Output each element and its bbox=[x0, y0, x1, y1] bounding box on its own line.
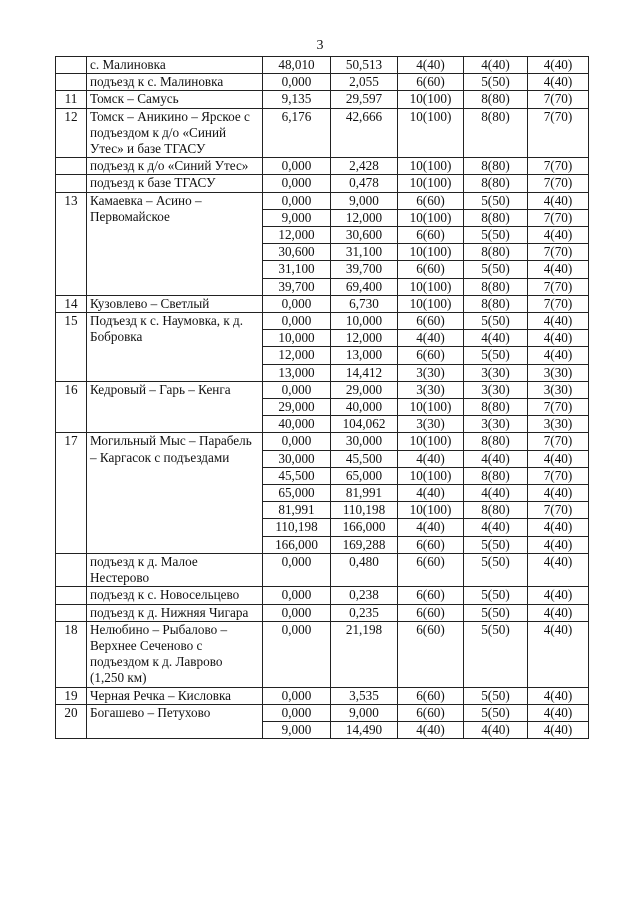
load-group-3-cell: 7(70) bbox=[528, 502, 589, 519]
end-km-cell: 29,597 bbox=[331, 91, 398, 108]
load-group-2-cell: 5(50) bbox=[464, 587, 528, 604]
load-group-1-cell: 6(60) bbox=[398, 536, 464, 553]
road-name-cell: Кедровый – Гарь – Кенга bbox=[87, 381, 263, 433]
table-row bbox=[56, 687, 589, 704]
table-row bbox=[56, 74, 589, 91]
end-km-cell: 0,235 bbox=[331, 604, 398, 621]
road-number-cell bbox=[56, 74, 87, 91]
load-group-3-cell: 4(40) bbox=[528, 721, 589, 738]
end-km-cell: 12,000 bbox=[331, 330, 398, 347]
load-group-2-cell: 4(40) bbox=[464, 450, 528, 467]
end-km-cell: 30,000 bbox=[331, 433, 398, 450]
load-group-2-cell: 5(50) bbox=[464, 604, 528, 621]
table-row bbox=[56, 108, 589, 158]
load-group-1-cell: 6(60) bbox=[398, 553, 464, 586]
load-group-3-cell: 4(40) bbox=[528, 485, 589, 502]
load-group-2-cell: 8(80) bbox=[464, 175, 528, 192]
road-name-cell: Томск – Аникино – Ярское с подъездом к д/о «Синий Утес» и базе ТГАСУ bbox=[87, 108, 263, 158]
start-km-cell: 13,000 bbox=[263, 364, 331, 381]
load-group-1-cell: 3(30) bbox=[398, 416, 464, 433]
start-km-cell: 0,000 bbox=[263, 687, 331, 704]
road-number-cell: 13 bbox=[56, 192, 87, 295]
load-group-2-cell: 8(80) bbox=[464, 108, 528, 158]
load-group-3-cell: 3(30) bbox=[528, 381, 589, 398]
load-group-3-cell: 7(70) bbox=[528, 295, 589, 312]
load-group-1-cell: 10(100) bbox=[398, 467, 464, 484]
start-km-cell: 30,600 bbox=[263, 244, 331, 261]
load-group-3-cell: 7(70) bbox=[528, 244, 589, 261]
start-km-cell: 9,135 bbox=[263, 91, 331, 108]
load-group-1-cell: 6(60) bbox=[398, 227, 464, 244]
road-name-cell: Кузовлево – Светлый bbox=[87, 295, 263, 312]
load-group-3-cell: 7(70) bbox=[528, 278, 589, 295]
start-km-cell: 0,000 bbox=[263, 587, 331, 604]
start-km-cell: 0,000 bbox=[263, 192, 331, 209]
load-group-1-cell: 10(100) bbox=[398, 295, 464, 312]
load-group-1-cell: 3(30) bbox=[398, 381, 464, 398]
start-km-cell: 10,000 bbox=[263, 330, 331, 347]
load-group-1-cell: 6(60) bbox=[398, 347, 464, 364]
end-km-cell: 31,100 bbox=[331, 244, 398, 261]
end-km-cell: 30,600 bbox=[331, 227, 398, 244]
road-name-cell: Томск – Самусь bbox=[87, 91, 263, 108]
load-group-3-cell: 7(70) bbox=[528, 108, 589, 158]
table-row bbox=[56, 381, 589, 398]
start-km-cell: 40,000 bbox=[263, 416, 331, 433]
load-group-2-cell: 8(80) bbox=[464, 244, 528, 261]
road-name-cell: подъезд к с. Малиновка bbox=[87, 74, 263, 91]
road-number-cell bbox=[56, 57, 87, 74]
load-group-1-cell: 4(40) bbox=[398, 57, 464, 74]
end-km-cell: 169,288 bbox=[331, 536, 398, 553]
end-km-cell: 50,513 bbox=[331, 57, 398, 74]
start-km-cell: 0,000 bbox=[263, 704, 331, 721]
load-group-3-cell: 4(40) bbox=[528, 450, 589, 467]
start-km-cell: 81,991 bbox=[263, 502, 331, 519]
load-group-1-cell: 6(60) bbox=[398, 261, 464, 278]
load-group-2-cell: 5(50) bbox=[464, 261, 528, 278]
start-km-cell: 12,000 bbox=[263, 347, 331, 364]
end-km-cell: 2,055 bbox=[331, 74, 398, 91]
road-name-cell: подъезд к д. Нижняя Чигара bbox=[87, 604, 263, 621]
load-group-2-cell: 5(50) bbox=[464, 347, 528, 364]
road-name-cell: с. Малиновка bbox=[87, 57, 263, 74]
load-group-2-cell: 5(50) bbox=[464, 553, 528, 586]
load-group-3-cell: 4(40) bbox=[528, 587, 589, 604]
load-group-2-cell: 8(80) bbox=[464, 433, 528, 450]
end-km-cell: 65,000 bbox=[331, 467, 398, 484]
road-name-cell: Нелюбино – Рыбалово – Верхнее Сеченово с подъездом к д. Лаврово (1,250 км) bbox=[87, 621, 263, 687]
load-group-2-cell: 5(50) bbox=[464, 704, 528, 721]
load-group-2-cell: 4(40) bbox=[464, 721, 528, 738]
table-row bbox=[56, 158, 589, 175]
load-group-2-cell: 3(30) bbox=[464, 416, 528, 433]
load-group-1-cell: 6(60) bbox=[398, 192, 464, 209]
load-group-3-cell: 4(40) bbox=[528, 192, 589, 209]
load-group-2-cell: 5(50) bbox=[464, 313, 528, 330]
end-km-cell: 40,000 bbox=[331, 399, 398, 416]
load-group-1-cell: 6(60) bbox=[398, 687, 464, 704]
start-km-cell: 45,500 bbox=[263, 467, 331, 484]
load-group-1-cell: 10(100) bbox=[398, 502, 464, 519]
end-km-cell: 14,412 bbox=[331, 364, 398, 381]
load-group-1-cell: 4(40) bbox=[398, 519, 464, 536]
start-km-cell: 0,000 bbox=[263, 604, 331, 621]
road-name-cell: подъезд к д. Малое Нестерово bbox=[87, 553, 263, 586]
load-group-2-cell: 8(80) bbox=[464, 209, 528, 226]
load-group-3-cell: 3(30) bbox=[528, 416, 589, 433]
load-group-1-cell: 6(60) bbox=[398, 621, 464, 687]
load-group-1-cell: 4(40) bbox=[398, 330, 464, 347]
start-km-cell: 65,000 bbox=[263, 485, 331, 502]
start-km-cell: 29,000 bbox=[263, 399, 331, 416]
end-km-cell: 39,700 bbox=[331, 261, 398, 278]
load-group-2-cell: 3(30) bbox=[464, 381, 528, 398]
load-group-3-cell: 4(40) bbox=[528, 57, 589, 74]
road-load-table bbox=[55, 56, 589, 739]
road-name-cell: подъезд к базе ТГАСУ bbox=[87, 175, 263, 192]
load-group-3-cell: 4(40) bbox=[528, 553, 589, 586]
load-group-1-cell: 4(40) bbox=[398, 485, 464, 502]
end-km-cell: 45,500 bbox=[331, 450, 398, 467]
road-number-cell: 19 bbox=[56, 687, 87, 704]
start-km-cell: 0,000 bbox=[263, 553, 331, 586]
start-km-cell: 31,100 bbox=[263, 261, 331, 278]
start-km-cell: 0,000 bbox=[263, 381, 331, 398]
load-group-2-cell: 8(80) bbox=[464, 278, 528, 295]
load-group-2-cell: 5(50) bbox=[464, 74, 528, 91]
end-km-cell: 110,198 bbox=[331, 502, 398, 519]
load-group-2-cell: 5(50) bbox=[464, 536, 528, 553]
road-number-cell bbox=[56, 553, 87, 586]
table-row bbox=[56, 313, 589, 330]
load-group-2-cell: 5(50) bbox=[464, 227, 528, 244]
page-number: 3 bbox=[316, 38, 324, 53]
end-km-cell: 14,490 bbox=[331, 721, 398, 738]
load-group-1-cell: 10(100) bbox=[398, 433, 464, 450]
load-group-1-cell: 10(100) bbox=[398, 158, 464, 175]
start-km-cell: 166,000 bbox=[263, 536, 331, 553]
load-group-1-cell: 6(60) bbox=[398, 587, 464, 604]
start-km-cell: 9,000 bbox=[263, 209, 331, 226]
end-km-cell: 3,535 bbox=[331, 687, 398, 704]
start-km-cell: 48,010 bbox=[263, 57, 331, 74]
load-group-3-cell: 7(70) bbox=[528, 209, 589, 226]
road-name-cell: Камаевка – Асино – Первомайское bbox=[87, 192, 263, 295]
road-number-cell bbox=[56, 175, 87, 192]
end-km-cell: 0,478 bbox=[331, 175, 398, 192]
load-group-1-cell: 10(100) bbox=[398, 108, 464, 158]
load-group-1-cell: 6(60) bbox=[398, 313, 464, 330]
end-km-cell: 10,000 bbox=[331, 313, 398, 330]
table-row bbox=[56, 295, 589, 312]
load-group-3-cell: 4(40) bbox=[528, 227, 589, 244]
end-km-cell: 29,000 bbox=[331, 381, 398, 398]
road-name-cell: Черная Речка – Кисловка bbox=[87, 687, 263, 704]
start-km-cell: 30,000 bbox=[263, 450, 331, 467]
end-km-cell: 0,480 bbox=[331, 553, 398, 586]
end-km-cell: 6,730 bbox=[331, 295, 398, 312]
end-km-cell: 104,062 bbox=[331, 416, 398, 433]
load-group-1-cell: 6(60) bbox=[398, 704, 464, 721]
load-group-3-cell: 7(70) bbox=[528, 91, 589, 108]
load-group-1-cell: 10(100) bbox=[398, 175, 464, 192]
table-row bbox=[56, 621, 589, 687]
start-km-cell: 39,700 bbox=[263, 278, 331, 295]
road-number-cell: 16 bbox=[56, 381, 87, 433]
load-group-3-cell: 4(40) bbox=[528, 313, 589, 330]
load-group-2-cell: 8(80) bbox=[464, 467, 528, 484]
load-group-2-cell: 4(40) bbox=[464, 330, 528, 347]
table-row bbox=[56, 553, 589, 586]
road-number-cell: 12 bbox=[56, 108, 87, 158]
load-group-3-cell: 4(40) bbox=[528, 74, 589, 91]
load-group-2-cell: 8(80) bbox=[464, 399, 528, 416]
end-km-cell: 81,991 bbox=[331, 485, 398, 502]
load-group-3-cell: 7(70) bbox=[528, 467, 589, 484]
load-group-3-cell: 7(70) bbox=[528, 433, 589, 450]
road-number-cell bbox=[56, 587, 87, 604]
load-group-2-cell: 4(40) bbox=[464, 485, 528, 502]
load-group-2-cell: 4(40) bbox=[464, 519, 528, 536]
load-group-1-cell: 10(100) bbox=[398, 91, 464, 108]
start-km-cell: 12,000 bbox=[263, 227, 331, 244]
start-km-cell: 6,176 bbox=[263, 108, 331, 158]
road-number-cell: 18 bbox=[56, 621, 87, 687]
road-number-cell: 17 bbox=[56, 433, 87, 553]
load-group-2-cell: 3(30) bbox=[464, 364, 528, 381]
table-row bbox=[56, 704, 589, 721]
road-number-cell: 15 bbox=[56, 313, 87, 382]
load-group-1-cell: 6(60) bbox=[398, 604, 464, 621]
start-km-cell: 0,000 bbox=[263, 621, 331, 687]
load-group-2-cell: 5(50) bbox=[464, 621, 528, 687]
load-group-2-cell: 5(50) bbox=[464, 687, 528, 704]
load-group-1-cell: 3(30) bbox=[398, 364, 464, 381]
table-row bbox=[56, 175, 589, 192]
road-name-cell: Могильный Мыс – Парабель – Каргасок с подъездами bbox=[87, 433, 263, 553]
end-km-cell: 13,000 bbox=[331, 347, 398, 364]
load-group-3-cell: 7(70) bbox=[528, 175, 589, 192]
end-km-cell: 21,198 bbox=[331, 621, 398, 687]
end-km-cell: 42,666 bbox=[331, 108, 398, 158]
road-name-cell: Подъезд к с. Наумовка, к д. Бобровка bbox=[87, 313, 263, 382]
load-group-2-cell: 5(50) bbox=[464, 192, 528, 209]
load-group-3-cell: 4(40) bbox=[528, 604, 589, 621]
load-group-2-cell: 8(80) bbox=[464, 295, 528, 312]
load-group-1-cell: 4(40) bbox=[398, 450, 464, 467]
start-km-cell: 9,000 bbox=[263, 721, 331, 738]
road-name-cell: подъезд к с. Новосельцево bbox=[87, 587, 263, 604]
load-group-3-cell: 4(40) bbox=[528, 261, 589, 278]
load-group-1-cell: 10(100) bbox=[398, 399, 464, 416]
end-km-cell: 0,238 bbox=[331, 587, 398, 604]
road-name-cell: Богашево – Петухово bbox=[87, 704, 263, 738]
end-km-cell: 166,000 bbox=[331, 519, 398, 536]
road-number-cell: 14 bbox=[56, 295, 87, 312]
load-group-3-cell: 4(40) bbox=[528, 347, 589, 364]
start-km-cell: 0,000 bbox=[263, 74, 331, 91]
table-row bbox=[56, 192, 589, 209]
end-km-cell: 12,000 bbox=[331, 209, 398, 226]
start-km-cell: 0,000 bbox=[263, 175, 331, 192]
load-group-3-cell: 4(40) bbox=[528, 687, 589, 704]
road-number-cell bbox=[56, 158, 87, 175]
table-row bbox=[56, 91, 589, 108]
load-group-3-cell: 7(70) bbox=[528, 399, 589, 416]
load-group-3-cell: 4(40) bbox=[528, 621, 589, 687]
start-km-cell: 0,000 bbox=[263, 158, 331, 175]
load-group-2-cell: 8(80) bbox=[464, 158, 528, 175]
table-row bbox=[56, 604, 589, 621]
end-km-cell: 2,428 bbox=[331, 158, 398, 175]
end-km-cell: 9,000 bbox=[331, 704, 398, 721]
load-group-1-cell: 10(100) bbox=[398, 244, 464, 261]
road-name-cell: подъезд к д/о «Синий Утес» bbox=[87, 158, 263, 175]
start-km-cell: 0,000 bbox=[263, 295, 331, 312]
load-group-2-cell: 8(80) bbox=[464, 502, 528, 519]
start-km-cell: 0,000 bbox=[263, 313, 331, 330]
road-number-cell bbox=[56, 604, 87, 621]
end-km-cell: 69,400 bbox=[331, 278, 398, 295]
load-group-3-cell: 4(40) bbox=[528, 536, 589, 553]
load-group-1-cell: 10(100) bbox=[398, 278, 464, 295]
load-group-2-cell: 4(40) bbox=[464, 57, 528, 74]
road-number-cell: 20 bbox=[56, 704, 87, 738]
load-group-3-cell: 4(40) bbox=[528, 330, 589, 347]
table-row bbox=[56, 587, 589, 604]
load-group-1-cell: 6(60) bbox=[398, 74, 464, 91]
table-row bbox=[56, 433, 589, 450]
load-group-3-cell: 4(40) bbox=[528, 519, 589, 536]
start-km-cell: 110,198 bbox=[263, 519, 331, 536]
load-group-3-cell: 4(40) bbox=[528, 704, 589, 721]
load-group-3-cell: 7(70) bbox=[528, 158, 589, 175]
load-group-3-cell: 3(30) bbox=[528, 364, 589, 381]
table-row bbox=[56, 57, 589, 74]
end-km-cell: 9,000 bbox=[331, 192, 398, 209]
load-group-1-cell: 10(100) bbox=[398, 209, 464, 226]
road-number-cell: 11 bbox=[56, 91, 87, 108]
start-km-cell: 0,000 bbox=[263, 433, 331, 450]
load-group-1-cell: 4(40) bbox=[398, 721, 464, 738]
load-group-2-cell: 8(80) bbox=[464, 91, 528, 108]
